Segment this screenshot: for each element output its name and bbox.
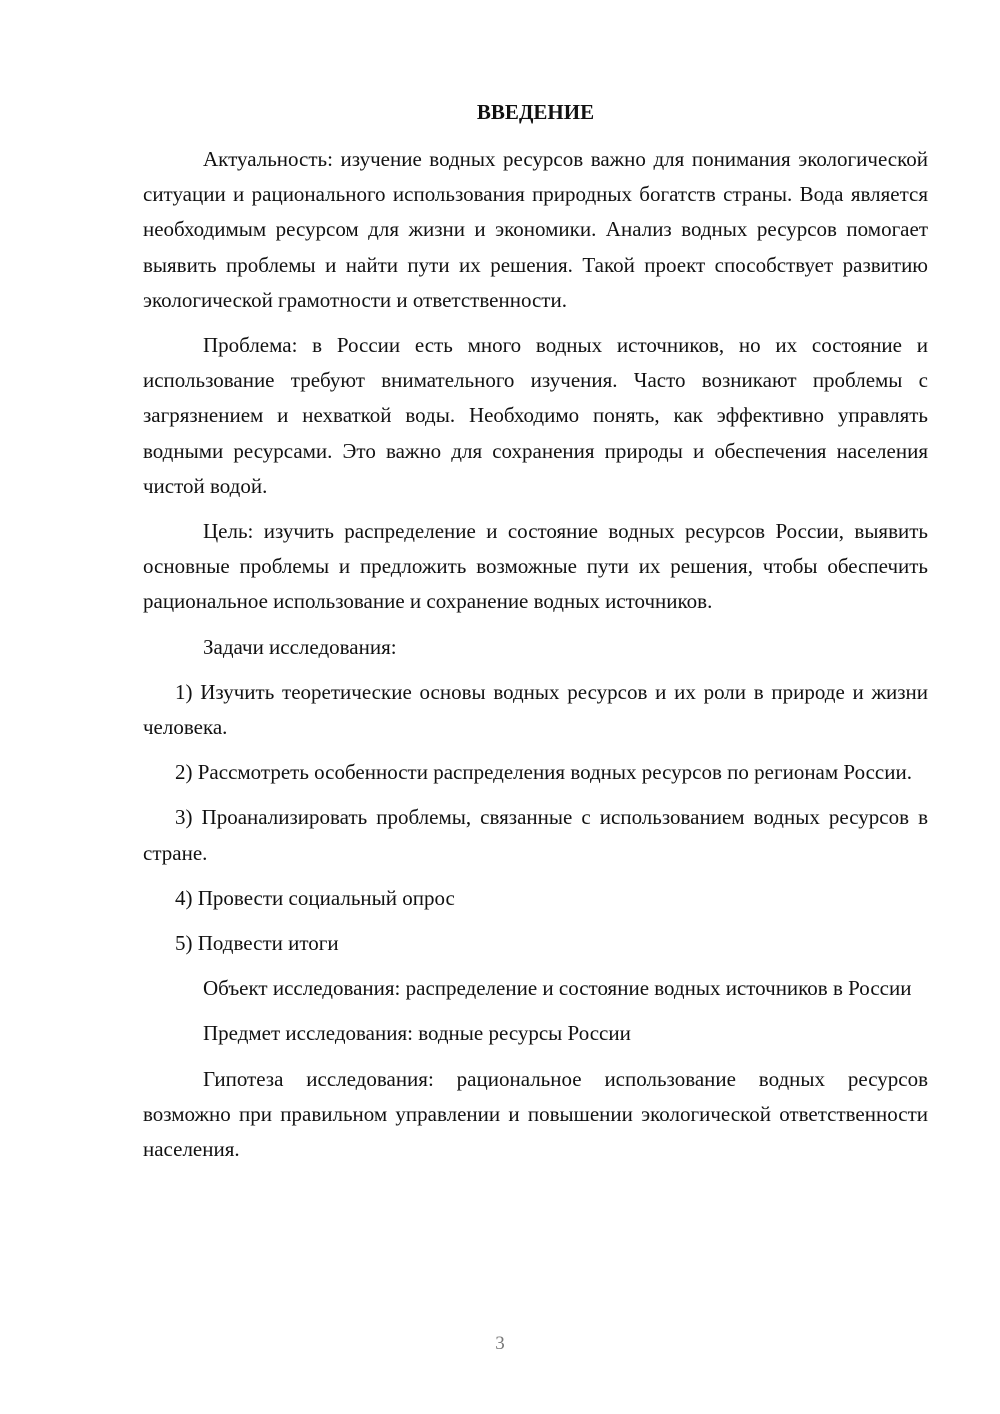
task-item: 4) Провести социальный опрос: [175, 885, 455, 910]
task-item: 5) Подвести итоги: [175, 931, 339, 956]
task-item: 2) Рассмотреть особенности распределения водных ресурсов по регионам России.: [175, 760, 912, 785]
hypothesis-paragraph: Гипотеза исследования: рациональное использование водных ресурсов возможно при правильном управлении и повышении экологической ответственности населения.: [143, 1066, 928, 1162]
subject-paragraph: Предмет исследования: водные ресурсы России: [203, 1021, 631, 1046]
task-item: 3) Проанализировать проблемы, связанные с использованием водных ресурсов в стране.: [143, 805, 928, 865]
goal-paragraph: Цель: изучить распределение и состояние водных ресурсов России, выявить основные проблемы и предложить возможные пути их решения, чтобы обеспечить рациональное использование и сохранение водных источников.: [143, 519, 928, 614]
page-number: 3: [495, 1333, 505, 1354]
problem-paragraph: Проблема: в России есть много водных источников, но их состояние и использование требуют внимательного изучения. Часто возникают проблемы с загрязнением и нехваткой воды. Необходимо понять, как эффективно управлять водными ресурсами. Это важно для сохранения природы и обеспечения населения чистой водой.: [143, 333, 928, 498]
tasks-heading: Задачи исследования:: [203, 634, 397, 659]
object-paragraph: Объект исследования: распределение и состояние водных источников в России: [203, 976, 912, 1001]
page-content: [143, 95, 928, 1177]
section-title: ВВЕДЕНИЕ: [476, 100, 595, 124]
relevance-paragraph: Актуальность: изучение водных ресурсов важно для понимания экологической ситуации и рационального использования природных богатств страны. Вода является необходимым ресурсом для жизни и экономики. Анализ водных ресурсов помогает выявить проблемы и найти пути их решения. Такой проект способствует развитию экологической грамотности и ответственности.: [143, 147, 928, 312]
task-item: 1) Изучить теоретические основы водных ресурсов и их роли в природе и жизни человека.: [143, 679, 928, 740]
